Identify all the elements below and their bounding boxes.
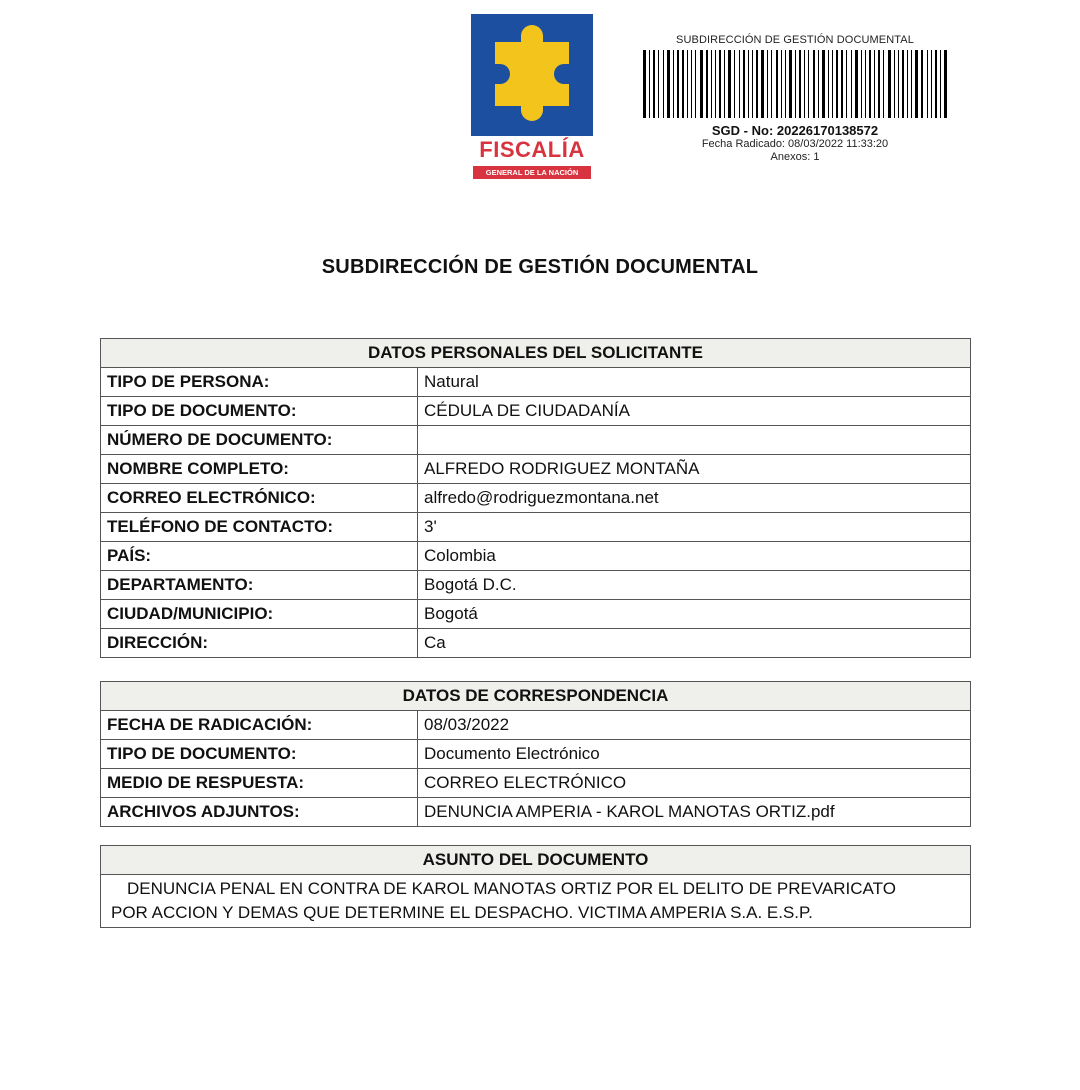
page-title: SUBDIRECCIÓN DE GESTIÓN DOCUMENTAL — [321, 256, 759, 278]
table-row — [101, 571, 971, 600]
field-value: ALFREDO RODRIGUEZ MONTAÑA — [418, 455, 971, 484]
field-value: Bogotá D.C. — [418, 571, 971, 600]
field-value-redacted — [418, 629, 971, 658]
table-row — [101, 455, 971, 484]
field-value: CÉDULA DE CIUDADANÍA — [418, 397, 971, 426]
logo-blue-square — [471, 14, 593, 136]
field-value: CORREO ELECTRÓNICO — [418, 769, 971, 798]
attachment-filename: DENUNCIA AMPERIA - KAROL MANOTAS ORTIZ.pdf — [418, 798, 971, 827]
table-header: ASUNTO DEL DOCUMENTO — [101, 846, 971, 875]
asunto-table — [100, 845, 971, 928]
table-row — [101, 769, 971, 798]
field-label: TIPO DE DOCUMENTO: — [101, 740, 418, 769]
field-value-redacted — [418, 426, 971, 455]
field-label: CIUDAD/MUNICIPIO: — [101, 600, 418, 629]
datos-personales-table — [100, 338, 971, 658]
table-header: DATOS PERSONALES DEL SOLICITANTE — [101, 339, 971, 368]
redacted-value: Ca — [424, 633, 446, 652]
field-label: ARCHIVOS ADJUNTOS: — [101, 798, 418, 827]
table-row — [101, 600, 971, 629]
field-label: TELÉFONO DE CONTACTO: — [101, 513, 418, 542]
barcode-title: SUBDIRECCIÓN DE GESTIÓN DOCUMENTAL — [676, 34, 914, 46]
puzzle-piece-icon — [471, 14, 593, 136]
table-row — [101, 711, 971, 740]
datos-correspondencia-table — [100, 681, 971, 827]
asunto-text — [101, 875, 971, 928]
fiscalia-logo — [471, 14, 593, 180]
table-header: DATOS DE CORRESPONDENCIA — [101, 682, 971, 711]
asunto-line: DENUNCIA PENAL EN CONTRA DE KAROL MANOTAS ORTIZ POR EL DELITO DE PREVARICATO — [127, 879, 896, 898]
table-row — [101, 484, 971, 513]
field-value: Bogotá — [418, 600, 971, 629]
logo-name: FISCALÍA — [479, 137, 585, 162]
field-label: NÚMERO DE DOCUMENTO: — [101, 426, 418, 455]
field-label: TIPO DE DOCUMENTO: — [101, 397, 418, 426]
table-row — [101, 542, 971, 571]
field-label: MEDIO DE RESPUESTA: — [101, 769, 418, 798]
barcode — [643, 50, 947, 118]
field-value: alfredo@rodriguezmontana.net — [418, 484, 971, 513]
field-label: CORREO ELECTRÓNICO: — [101, 484, 418, 513]
table-row — [101, 629, 971, 658]
table-row — [101, 740, 971, 769]
fecha-radicado: Fecha Radicado: 08/03/2022 11:33:20 — [701, 138, 889, 150]
table-row — [101, 397, 971, 426]
field-label: FECHA DE RADICACIÓN: — [101, 711, 418, 740]
field-label: DEPARTAMENTO: — [101, 571, 418, 600]
field-value: 08/03/2022 — [418, 711, 971, 740]
field-value: Documento Electrónico — [418, 740, 971, 769]
anexos-count: Anexos: 1 — [770, 151, 820, 163]
field-value: Natural — [418, 368, 971, 397]
field-label: NOMBRE COMPLETO: — [101, 455, 418, 484]
field-value-redacted — [418, 513, 971, 542]
barcode-block — [640, 34, 950, 164]
table-row — [101, 798, 971, 827]
field-label: PAÍS: — [101, 542, 418, 571]
asunto-line: POR ACCION Y DEMAS QUE DETERMINE EL DESPACHO. VICTIMA AMPERIA S.A. E.S.P. — [111, 903, 813, 922]
field-label: TIPO DE PERSONA: — [101, 368, 418, 397]
sgd-number: SGD - No: 20226170138572 — [711, 123, 879, 138]
field-value: Colombia — [418, 542, 971, 571]
table-row — [101, 513, 971, 542]
table-row — [101, 426, 971, 455]
redacted-value: 3' — [424, 517, 437, 536]
field-label: DIRECCIÓN: — [101, 629, 418, 658]
table-row — [101, 368, 971, 397]
logo-subtitle: GENERAL DE LA NACIÓN — [473, 166, 591, 179]
